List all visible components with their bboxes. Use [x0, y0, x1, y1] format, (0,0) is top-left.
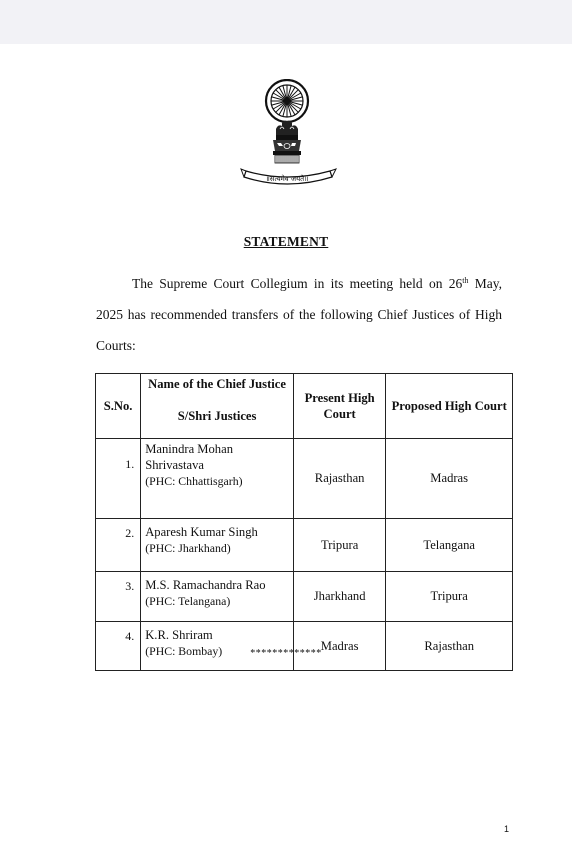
- justice-name: Manindra Mohan Shrivastava: [145, 442, 233, 472]
- row-present-court: Jharkhand: [293, 572, 385, 622]
- justice-parent-court: (PHC: Bombay): [145, 644, 223, 658]
- row-present-court: Madras: [293, 622, 385, 671]
- row-sno: 4.: [96, 622, 141, 671]
- document-page: [0, 44, 572, 866]
- row-proposed-court: Telangana: [386, 519, 513, 572]
- date-ordinal-suffix: th: [462, 276, 469, 285]
- justice-name: K.R. Shriram: [145, 628, 213, 642]
- transfers-table: [95, 373, 513, 671]
- table-row: [96, 572, 513, 622]
- page-number: 1: [504, 824, 510, 834]
- end-separator: *************: [250, 648, 322, 659]
- row-sno: 1.: [96, 439, 141, 519]
- header-proposed-court: Proposed High Court: [386, 374, 513, 439]
- justice-parent-court: (PHC: Chhattisgarh): [145, 474, 243, 488]
- row-proposed-court: Madras: [386, 439, 513, 519]
- header-name: [141, 374, 294, 439]
- justice-parent-court: (PHC: Jharkhand): [145, 541, 231, 555]
- national-emblem-icon: [240, 79, 338, 197]
- table-row: [96, 519, 513, 572]
- table-header-row: [96, 374, 513, 439]
- header-name-sub: S/Shri Justices: [177, 409, 257, 423]
- viewer-top-bar: [0, 0, 572, 44]
- header-name-label: Name of the Chief Justice: [148, 377, 286, 391]
- statement-paragraph: [96, 268, 502, 361]
- header-present-court: Present High Court: [293, 374, 385, 439]
- row-justice: [141, 572, 294, 622]
- row-justice: [141, 439, 294, 519]
- emblem-motto: ॥सत्यमेव जयते॥: [265, 175, 309, 183]
- paragraph-text-end: May, 2025 has recommended transfers of the following Chief Justices of High Courts:: [96, 276, 502, 353]
- row-justice: [141, 519, 294, 572]
- row-sno: 2.: [96, 519, 141, 572]
- row-present-court: Rajasthan: [293, 439, 385, 519]
- row-justice: [141, 622, 294, 671]
- row-proposed-court: Rajasthan: [386, 622, 513, 671]
- row-sno: 3.: [96, 572, 141, 622]
- row-proposed-court: Tripura: [386, 572, 513, 622]
- justice-name: M.S. Ramachandra Rao: [145, 578, 266, 592]
- row-present-court: Tripura: [293, 519, 385, 572]
- table-row: [96, 622, 513, 671]
- header-sno: S.No.: [96, 374, 141, 439]
- justice-parent-court: (PHC: Telangana): [145, 594, 231, 608]
- paragraph-text-start: The Supreme Court Collegium in its meeting held on 26: [132, 276, 463, 291]
- document-title: STATEMENT: [243, 234, 329, 249]
- justice-name: Aparesh Kumar Singh: [145, 525, 258, 539]
- table-row: [96, 439, 513, 519]
